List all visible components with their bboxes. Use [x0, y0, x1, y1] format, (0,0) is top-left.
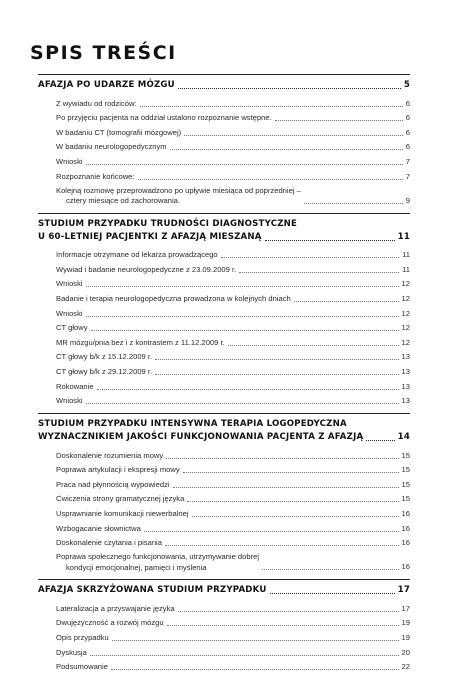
toc-entry[interactable] [56, 247, 410, 262]
dot-leader [170, 149, 403, 150]
entry-page-number: 13 [401, 366, 410, 376]
entry-text [56, 603, 175, 615]
entry-page-number: 6 [405, 127, 410, 137]
entry-text-line: Praca nad płynnością wypowiedzi [56, 479, 170, 489]
entry-text-line: CT głowy b/k z 29.12.2009 r. [56, 366, 153, 376]
entry-page-number: 15 [401, 450, 410, 460]
entry-page-number: 12 [401, 323, 410, 333]
toc-section [38, 579, 410, 673]
entry-text-line: Wnioski [56, 279, 83, 289]
section-heading-text: STUDIUM PRZYPADKU INTENSYWNA TERAPIA LOGOPEDYCZNA [38, 419, 347, 430]
entry-page-number: 19 [401, 633, 410, 643]
entry-text-line: Doskonalenie rozumienia mowy [56, 450, 164, 460]
entry-text [56, 98, 137, 110]
section-divider [38, 74, 410, 75]
section-heading[interactable] [38, 418, 410, 431]
toc-entry[interactable] [56, 476, 410, 491]
toc-entry[interactable] [56, 334, 410, 349]
entry-page-number: 15 [401, 494, 410, 504]
entry-page-number: 16 [401, 523, 410, 533]
entry-page-number: 6 [405, 98, 410, 108]
toc-entry[interactable] [56, 378, 410, 393]
toc-entry[interactable] [56, 629, 410, 644]
entry-text [56, 337, 225, 349]
entry-page-number: 6 [405, 113, 410, 123]
dot-leader [239, 272, 399, 273]
dot-leader [366, 440, 394, 441]
section-divider [38, 213, 410, 214]
entry-page-number: 16 [401, 509, 410, 519]
dot-leader [90, 655, 399, 656]
entry-text [56, 479, 170, 491]
entry-text-line: Wnioski [56, 308, 83, 318]
entry-text [56, 278, 83, 290]
entry-list [56, 247, 410, 408]
dot-leader [111, 669, 399, 670]
entry-text-line: Informacje otrzymane od lekarza prowadzącego [56, 250, 218, 260]
toc-entry[interactable] [56, 139, 410, 154]
toc-entry[interactable] [56, 535, 410, 550]
entry-page-number: 13 [401, 381, 410, 391]
entry-text-line: Wzbogacanie słownictwa [56, 523, 141, 533]
toc-entry[interactable] [56, 462, 410, 477]
entry-list [56, 447, 410, 573]
entry-text-line: czte​ry miesiące od zachorowania. [66, 196, 180, 206]
entry-text [56, 395, 83, 407]
entry-page-number: 17 [401, 603, 410, 613]
entry-text [56, 249, 218, 261]
entry-text [56, 523, 141, 535]
dot-leader [183, 472, 399, 473]
dot-leader [265, 240, 395, 241]
dot-leader [192, 516, 399, 517]
entry-text-line: CT głowy b/k z 15.12.2009 r. [56, 352, 153, 362]
entry-text-line: Po przyjęciu pacjenta na oddział ustalono rozpoznanie wstępne. [56, 113, 272, 123]
entry-page-number: 11 [402, 264, 410, 274]
toc-entry[interactable] [56, 95, 410, 110]
entry-page-number: 22 [401, 662, 410, 672]
entry-page-number: 12 [401, 279, 410, 289]
entry-page-number: 6 [405, 142, 410, 152]
entry-page-number: 9 [405, 195, 410, 205]
dot-leader [187, 501, 398, 502]
entry-text [56, 450, 163, 462]
toc-entry[interactable] [56, 491, 410, 506]
dot-leader [275, 120, 403, 121]
dot-leader [262, 569, 399, 570]
entry-text [56, 632, 109, 644]
dot-leader [86, 164, 403, 165]
entry-text [56, 493, 184, 505]
toc-entry[interactable] [56, 644, 410, 659]
entry-text-line: Poprawa społecznego funkcjonowania, utrzymywanie dobrej [56, 552, 260, 562]
entry-text-line: W badaniu CT (tomografii mózgowej) [56, 127, 182, 137]
entry-text-line: kondycji emocjonalnej, pamięci i myślenia [66, 562, 207, 572]
dot-leader [86, 286, 399, 287]
toc-entry[interactable] [56, 110, 410, 125]
table-of-contents [38, 74, 410, 679]
toc-entry[interactable] [56, 320, 410, 335]
entry-page-number: 13 [401, 352, 410, 362]
entry-text-line: W badaniu neurologopedycznym [56, 142, 167, 152]
entry-text-line: Wnioski [56, 156, 83, 166]
toc-section [38, 74, 410, 207]
section-heading-text: WYZNACZNIKIEM JAKOŚCI FUNKCJONOWANIA PACJENTA Z AFAZJĄ [38, 432, 364, 443]
entry-text-line: Poprawa artykulacji i ekspresji mowy [56, 465, 180, 475]
dot-leader [221, 257, 399, 258]
entry-text-line: Kolejną rozmowę przeprowadzono po upływie miesiąca od poprzedniej – [56, 185, 301, 195]
entry-text [56, 171, 135, 183]
section-heading[interactable] [38, 231, 410, 244]
dot-leader [97, 389, 399, 390]
entry-text [56, 508, 189, 520]
entry-text-line: Dyskusja [56, 647, 87, 657]
entry-page-number: 12 [401, 293, 410, 303]
entry-text-line: Badanie i terapia neurologopedyczna prowadzona w kolejnych dniach [56, 293, 291, 303]
entry-page-number: 19 [401, 618, 410, 628]
entry-text [56, 366, 152, 378]
section-heading-text: AFAZJA SKRZYŻOWANA STUDIUM PRZYPADKU [38, 585, 267, 596]
entry-page-number: 15 [401, 479, 410, 489]
section-page-number: 11 [397, 231, 410, 242]
entry-text [56, 264, 236, 276]
entry-page-number: 12 [401, 337, 410, 347]
entry-text-line: MR mózgu/pnia bez i z kontrastem z 11.12.2009 r. [56, 337, 225, 347]
entry-text [56, 322, 88, 334]
toc-entry[interactable] [56, 659, 410, 674]
entry-text [56, 661, 108, 673]
entry-text-line: Rokowanie [56, 381, 94, 391]
dot-leader [86, 403, 399, 404]
toc-entry[interactable] [56, 261, 410, 276]
entry-text [56, 156, 83, 168]
entry-text [56, 308, 83, 320]
toc-entry[interactable] [56, 447, 410, 462]
section-heading[interactable] [38, 431, 410, 444]
dot-leader [270, 593, 395, 594]
entry-text-line: Rozpoznanie końcowe: [56, 171, 135, 181]
toc-entry[interactable] [56, 276, 410, 291]
entry-text-line: Lateralizacja a przyswajanie języka [56, 603, 175, 613]
dot-leader [165, 545, 399, 546]
entry-page-number: 13 [401, 396, 410, 406]
toc-entry[interactable] [56, 168, 410, 183]
dot-leader [140, 106, 403, 107]
entry-page-number: 7 [405, 171, 410, 181]
toc-entry[interactable] [56, 183, 410, 207]
entry-text [56, 647, 87, 659]
toc-entry[interactable] [56, 505, 410, 520]
dot-leader [86, 316, 399, 317]
entry-text [56, 464, 180, 476]
entry-page-number: 7 [405, 156, 410, 166]
toc-entry[interactable] [56, 153, 410, 168]
toc-entry[interactable] [56, 363, 410, 378]
dot-leader [304, 203, 403, 204]
section-heading[interactable] [38, 584, 410, 597]
section-page-number: 17 [397, 585, 410, 596]
dot-leader [184, 135, 403, 136]
entry-page-number: 16 [401, 538, 410, 548]
section-divider [38, 579, 410, 580]
dot-leader [178, 611, 399, 612]
entry-text [56, 537, 162, 549]
dot-leader [294, 301, 399, 302]
dot-leader [138, 179, 403, 180]
section-page-number: 5 [403, 80, 410, 90]
page-title: SPIS TREŚCI [30, 42, 177, 64]
toc-entry[interactable] [56, 349, 410, 364]
entry-text [56, 127, 181, 139]
dot-leader [173, 487, 399, 488]
dot-leader [166, 458, 398, 459]
dot-leader [228, 345, 399, 346]
section-divider [38, 413, 410, 414]
entry-text-line: Doskonalenie czytania i pisania [56, 538, 162, 548]
entry-page-number: 12 [401, 308, 410, 318]
entry-text-line: Opis przypadku [56, 633, 109, 643]
entry-text [56, 552, 259, 573]
toc-section [38, 413, 410, 573]
section-heading[interactable] [38, 79, 410, 92]
entry-text-line: Dwujęzyczność a rozwój mózgu [56, 618, 164, 628]
entry-text-line: Wnioski [56, 396, 83, 406]
entry-list [56, 95, 410, 207]
entry-text-line: CT głowy [56, 323, 88, 333]
section-page-number: 14 [397, 432, 410, 443]
dot-leader [178, 88, 401, 89]
entry-text-line: Usprawnianie komunikacji niewerbalnej [56, 509, 189, 519]
entry-text [56, 351, 152, 363]
entry-text [56, 112, 272, 124]
section-heading-text: U 60-LETNIEJ PACJENTKI Z AFAZJĄ MIESZANĄ [38, 231, 262, 242]
entry-text-line: Ćwiczenia strony gramatycznej języka [56, 494, 185, 504]
entry-page-number: 20 [401, 647, 410, 657]
section-heading-text: STUDIUM PRZYPADKU TRUDNOŚCI DIAGNOSTYCZNE [38, 218, 298, 229]
section-heading-text: AFAZJA PO UDARZE MÓZGU [38, 80, 175, 90]
entry-text [56, 141, 167, 153]
toc-entry[interactable] [56, 393, 410, 408]
toc-entry[interactable] [56, 290, 410, 305]
dot-leader [144, 531, 399, 532]
dot-leader [155, 374, 398, 375]
dot-leader [155, 359, 398, 360]
entry-text [56, 293, 291, 305]
toc-entry[interactable] [56, 549, 410, 573]
entry-page-number: 11 [402, 250, 410, 260]
entry-page-number: 15 [401, 465, 410, 475]
entry-text-line: Wywiad i badanie neurologopedyczne z 23.09.2009 r. [56, 264, 237, 274]
dot-leader [112, 640, 399, 641]
entry-page-number: 16 [401, 562, 410, 572]
toc-entry[interactable] [56, 600, 410, 615]
entry-text [56, 186, 301, 207]
entry-text [56, 617, 164, 629]
section-heading[interactable] [38, 218, 410, 231]
toc-entry[interactable] [56, 305, 410, 320]
entry-text-line: Z wywiadu od rodziców: [56, 98, 137, 108]
dot-leader [167, 625, 399, 626]
entry-text [56, 381, 94, 393]
toc-entry[interactable] [56, 124, 410, 139]
entry-list [56, 600, 410, 673]
toc-entry[interactable] [56, 520, 410, 535]
entry-text-line: Podsumowanie [56, 662, 108, 672]
dot-leader [91, 330, 399, 331]
toc-entry[interactable] [56, 615, 410, 630]
toc-section [38, 213, 410, 408]
